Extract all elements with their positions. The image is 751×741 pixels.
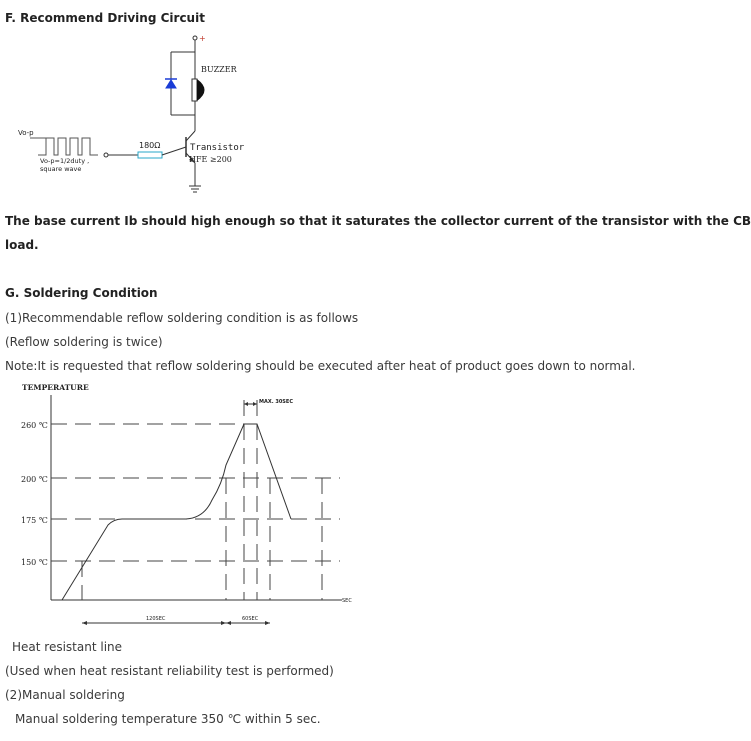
temperature-axis-title: TEMPERATURE — [22, 383, 89, 392]
manual-soldering-heading: (2)Manual soldering — [5, 688, 125, 702]
tick-260: 260 ℃ — [21, 421, 48, 430]
reflow-profile-diagram — [0, 376, 360, 634]
buzzer-horn — [197, 79, 205, 101]
wave-label-line2: square wave — [40, 165, 82, 173]
reflow-twice-line: (Reflow soldering is twice) — [5, 335, 163, 349]
buzzer-label: BUZZER — [201, 65, 237, 74]
base-current-note-line2: load. — [5, 238, 39, 252]
base-current-note-line1: The base current Ib should high enough so that it saturates the collector current of the transistor with the CB — [5, 214, 751, 228]
diode-symbol — [166, 80, 176, 88]
supply-label: + — [199, 34, 206, 43]
reference-dash-lines — [51, 400, 340, 600]
input-label: Vo-p — [18, 129, 34, 137]
hfe-label: HFE ≥200 — [189, 155, 232, 164]
tick-200: 200 ℃ — [21, 475, 48, 484]
tick-150: 150 ℃ — [21, 558, 48, 567]
reflow-condition-line: (1)Recommendable reflow soldering condition is as follows — [5, 311, 359, 325]
manual-soldering-temperature: Manual soldering temperature 350 ℃ within 5 sec. — [15, 712, 321, 726]
peak-time-label: MAX. 30SEC — [259, 399, 293, 405]
heat-resistant-line-caption: Heat resistant line — [12, 640, 123, 654]
x-axis-unit: SEC — [342, 598, 352, 604]
input-terminal — [104, 153, 108, 157]
section-g-heading: G. Soldering Condition — [5, 286, 158, 300]
supply-terminal — [193, 36, 197, 40]
reflow-note-line: Note:It is requested that reflow soldering should be executed after heat of product goes down to normal. — [5, 359, 636, 373]
wave-label-line1: Vo-p=1/2duty , — [40, 157, 90, 165]
tick-175: 175 ℃ — [21, 516, 48, 525]
preheat-time-label: 120SEC — [146, 616, 166, 622]
resistor-symbol — [138, 152, 162, 158]
transistor-label: Transistor — [190, 143, 245, 153]
section-f-heading: F. Recommend Driving Circuit — [5, 11, 205, 25]
reflow-time-label: 60SEC — [242, 616, 259, 622]
heat-resistant-usage-note: (Used when heat resistant reliability test is performed) — [5, 664, 334, 678]
resistor-label: 180Ω — [139, 141, 161, 150]
square-wave — [38, 138, 98, 155]
driving-circuit-diagram — [0, 28, 260, 200]
buzzer-coil — [192, 79, 197, 101]
